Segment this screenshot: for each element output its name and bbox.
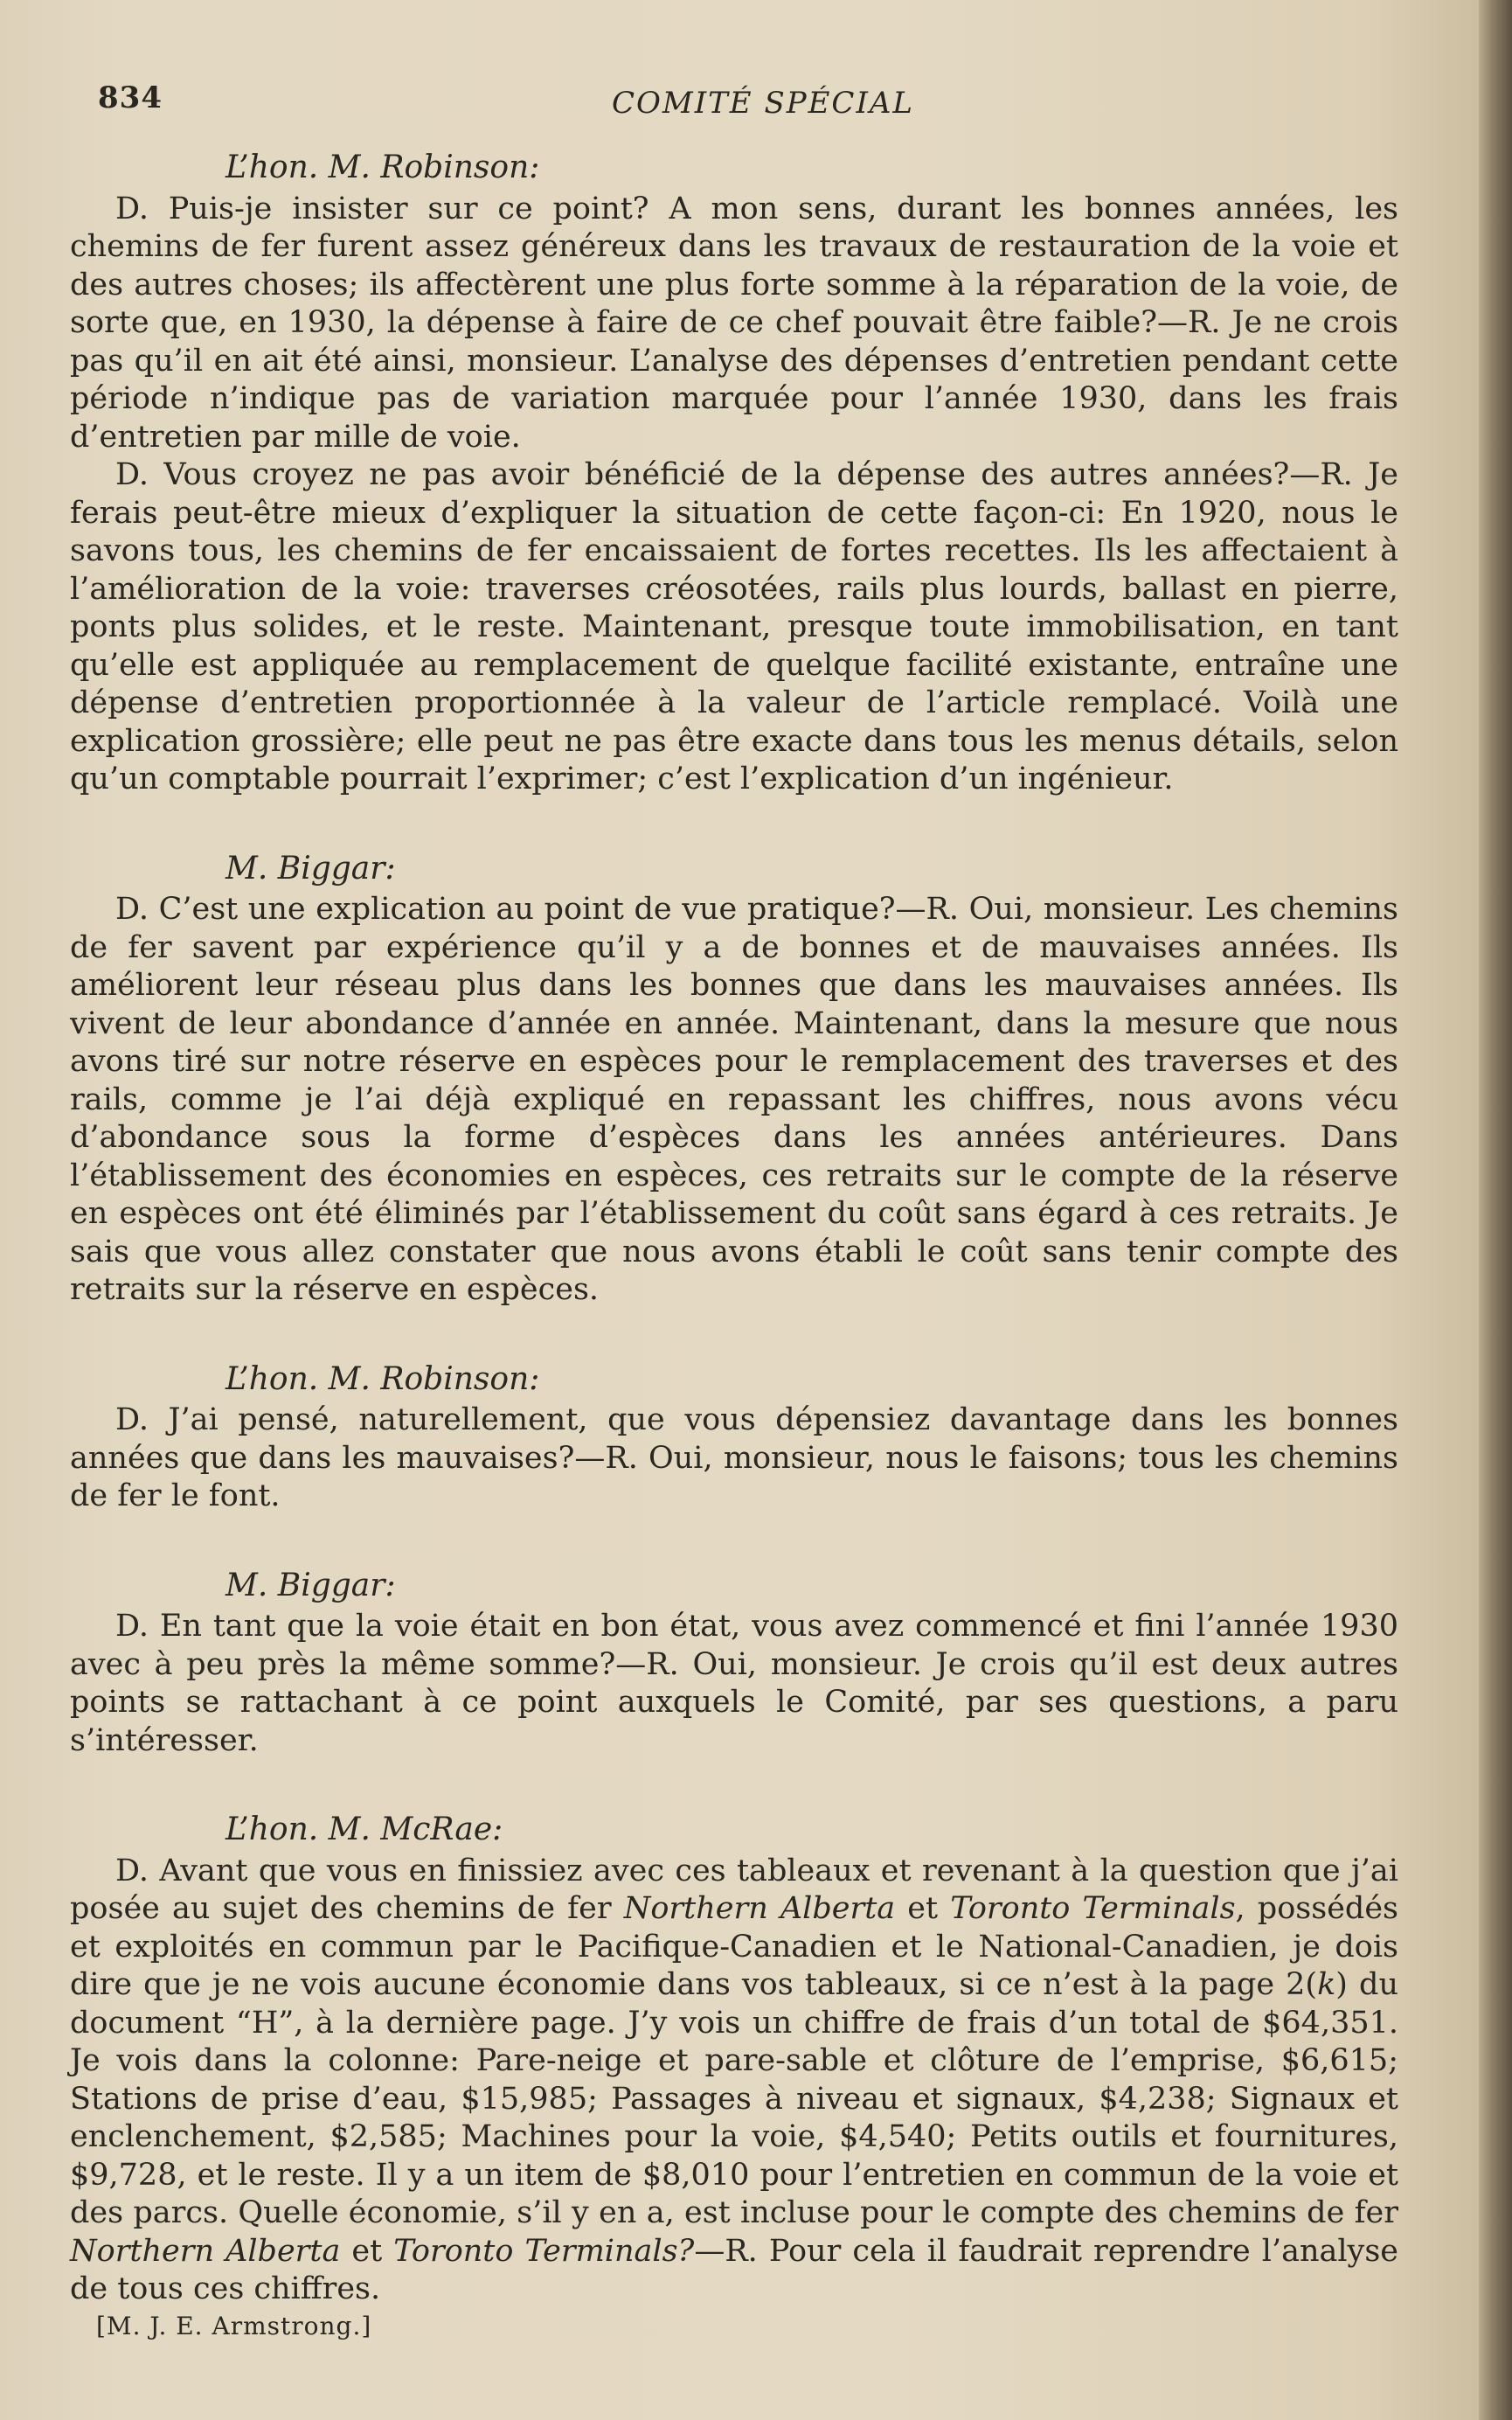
text-run: et	[340, 2233, 394, 2269]
text-run: D. Avant que vous en finissiez avec ces tableaux et revenant à la question que j’ai posée au sujet des chemins de fer	[70, 1853, 1398, 1926]
exchange-section	[70, 1360, 1398, 1516]
paragraph: D. En tant que la voie était en bon état, vous avez commencé et fini l’année 1930 avec à peu près la même somme?—R. Oui, monsieur. Je crois qu’il est deux autres points se rattachant à ce point auxquels le Comité, par ses questions, a paru s’intéresser.	[70, 1609, 1398, 1758]
speaker-name: M. Biggar:	[225, 850, 396, 887]
speaker-name: L’hon. M. Robinson:	[225, 1360, 540, 1397]
speaker-name: M. Biggar:	[225, 1567, 396, 1603]
paragraph	[70, 1853, 1398, 2309]
exchange-section	[70, 1567, 1398, 1761]
page-ref-letter: k	[1317, 1967, 1336, 2002]
exchange-section	[70, 1811, 1398, 2345]
exchange-section	[70, 149, 1398, 799]
paragraph: D. Vous croyez ne pas avoir bénéficié de la dépense des autres années?—R. Je ferais peut-être mieux d’expliquer la situation de cette façon-ci: En 1920, nous le savons tous, les chemins de fer encaissaient de fortes recettes. Ils les affectaient à l’amélioration de la voie: traverses créosotées, rails plus lourds, ballast en pierre, ponts plus solides, et le reste. Maintenant, presque toute immobilisation, en tant qu’elle est appliquée au remplacement de quelque facilité existante, entraîne une dépense d’entretien proportionnée à la valeur de l’article remplacé. Voilà une explication grossière; elle peut ne pas être exacte dans tous les menus détails, selon qu’un comptable pourrait l’exprimer; c’est l’explication d’un ingénieur.	[70, 457, 1398, 796]
page-number: 834	[98, 80, 163, 115]
body-text	[70, 149, 1398, 2345]
witness-footer: [M. J. E. Armstrong.]	[96, 2311, 372, 2340]
text-run: —R. Pour cela il faudrait reprendre l’analyse de tous ces chiffres.	[70, 2233, 1398, 2306]
paragraph: D. Puis-je insister sur ce point? A mon sens, durant les bonnes années, les chemins de fer furent assez généreux dans les travaux de restauration de la voie et des autres choses; ils affectèrent une plus forte somme à la réparation de la voie, de sorte que, en 1930, la dépense à faire de ce chef pouvait être faible?—R. Je ne crois pas qu’il en ait été ainsi, monsieur. L’analyse des dépenses d’entretien pendant cette période n’indique pas de variation marquée pour l’année 1930, dans les frais d’entretien par mille de voie.	[70, 191, 1398, 455]
page-header	[0, 80, 1398, 133]
speaker-name: L’hon. M. McRae:	[225, 1812, 503, 1847]
book-spine-edge	[1479, 0, 1512, 2420]
exchange-section	[70, 850, 1398, 1310]
railway-name: Northern Alberta	[70, 2233, 341, 2269]
railway-name: Northern Alberta	[623, 1891, 896, 1926]
text-run: et	[895, 1891, 951, 1926]
paragraph: D. C’est une explication au point de vue pratique?—R. Oui, monsieur. Les chemins de fer savent par expérience qu’il y a de bonnes et de mauvaises années. Ils améliorent leur réseau plus dans les bonnes que dans les mauvaises années. Ils vivent de leur abondance d’année en année. Maintenant, dans la mesure que nous avons tiré sur notre réserve en espèces pour le remplacement des traverses et des rails, comme je l’ai déjà expliqué en repassant les chiffres, nous avons vécu d’abondance sous la forme d’espèces dans les années antérieures. Dans l’établissement des économies en espèces, ces retraits sur le compte de la réserve en espèces ont été éliminés par l’établissement du coût sans égard à ces retraits. Je sais que vous allez constater que nous avons établi le coût sans tenir compte des retraits sur la réserve en espèces.	[70, 892, 1398, 1307]
text-run: ) du document “H”, à la dernière page. J’y vois un chiffre de frais d’un total de $64,351. Je vois dans la colonne: Pare-neige et pare-sable et clôture de l’emprise, $6,615; Stations de prise d’eau, $15,985; Passages à niveau et signaux, $4,238; Signaux et enclenchement, $2,585; Machines pour la voie, $4,540; Petits outils et fournitures, $9,728, et le reste. Il y a un item de $8,010 pour l’entretien en commun de la voie et des parcs. Quelle économie, s’il y en a, est incluse pour le compte des chemins de fer	[70, 1967, 1398, 2230]
paragraph: D. J’ai pensé, naturellement, que vous dépensiez davantage dans les bonnes années que dans les mauvaises?—R. Oui, monsieur, nous le faisons; tous les chemins de fer le font.	[70, 1402, 1398, 1513]
text-run: , possédés et exploités en commun par le Pacifique-Canadien et le National-Canadien, je dois dire que je ne vois aucune économie dans vos tableaux, si ce n’est à la page 2(	[70, 1891, 1399, 2002]
speaker-name: L’hon. M. Robinson:	[225, 150, 540, 185]
railway-name: Toronto Terminals?	[393, 2233, 695, 2269]
running-title: COMITÉ SPÉCIAL	[612, 86, 915, 121]
railway-name: Toronto Terminals	[950, 1891, 1236, 1926]
